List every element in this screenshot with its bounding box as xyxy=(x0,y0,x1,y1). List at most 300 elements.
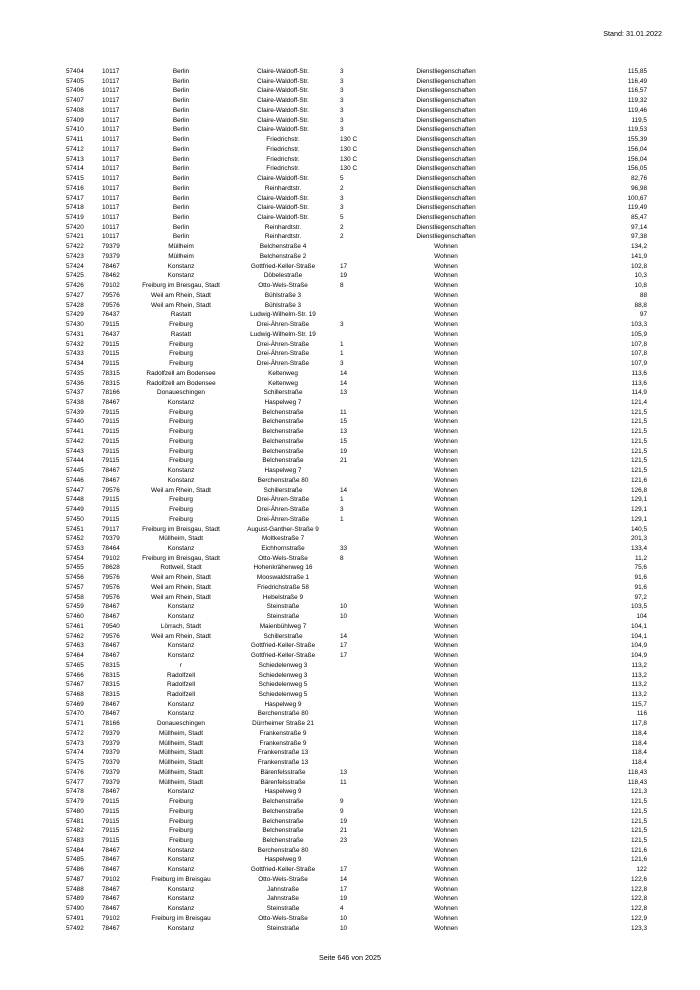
table-row xyxy=(66,525,647,535)
street-cell: Belchenstraße xyxy=(262,457,304,465)
street-cell: Bühlstraße 3 xyxy=(264,291,302,299)
street-cell: Berchenstraße 80 xyxy=(257,476,309,484)
street-cell: Belchenstraße xyxy=(262,807,304,815)
house-number-cell: 3 xyxy=(340,126,344,134)
usage-type-cell: Wohnen xyxy=(434,564,458,572)
table-row xyxy=(66,612,647,622)
object-id-cell: 57411 xyxy=(66,136,84,144)
object-id-cell: 57471 xyxy=(66,720,84,728)
table-row xyxy=(66,671,647,681)
table-row xyxy=(66,826,647,836)
table-row xyxy=(66,223,647,233)
house-number-cell: 14 xyxy=(340,369,348,377)
object-id-cell: 57443 xyxy=(66,447,84,455)
postal-code-cell: 78467 xyxy=(102,476,120,484)
street-cell: Claire-Waldoff-Str. xyxy=(257,116,309,124)
object-id-cell: 57445 xyxy=(66,467,84,475)
city-cell: Freiburg xyxy=(169,817,193,825)
postal-code-cell: 79379 xyxy=(102,252,120,260)
usage-type-cell: Wohnen xyxy=(434,729,458,737)
table-row xyxy=(66,855,647,865)
street-cell: Drei-Ähren-Straße xyxy=(256,506,310,514)
usage-type-cell: Wohnen xyxy=(434,603,458,611)
street-cell: Belchenstraße xyxy=(262,827,304,835)
area-value-cell: 75,6 xyxy=(634,564,647,572)
property-table-body xyxy=(66,67,647,933)
postal-code-cell: 79102 xyxy=(102,554,120,562)
table-row xyxy=(66,700,647,710)
usage-type-cell: Wohnen xyxy=(434,486,458,494)
usage-type-cell: Wohnen xyxy=(434,437,458,445)
street-cell: Döbelestraße xyxy=(263,272,303,280)
city-cell: Radolfzell xyxy=(166,691,196,698)
table-row xyxy=(66,466,647,476)
area-value-cell: 104,9 xyxy=(631,642,647,650)
postal-code-cell: 78467 xyxy=(102,856,120,864)
house-number-cell xyxy=(340,291,376,301)
house-number-cell: 9 xyxy=(340,807,344,815)
postal-code-cell: 79115 xyxy=(102,837,120,845)
house-number-cell xyxy=(340,758,376,768)
usage-type-cell: Dienstliegenschaften xyxy=(416,233,476,241)
postal-code-cell: 10117 xyxy=(102,214,120,222)
usage-type-cell: Wohnen xyxy=(434,827,458,835)
house-number-cell: 2 xyxy=(340,223,344,231)
usage-type-cell: Dienstliegenschaften xyxy=(416,106,476,114)
house-number-cell: 11 xyxy=(340,408,347,416)
area-value-cell: 119,46 xyxy=(627,106,647,114)
city-cell: Konstanz xyxy=(167,476,195,484)
table-row xyxy=(66,456,647,466)
house-number-cell: 10 xyxy=(340,914,348,922)
street-cell: Gottfried-Keller-Straße xyxy=(250,866,316,874)
object-id-cell: 57483 xyxy=(66,837,84,845)
house-number-cell: 13 xyxy=(340,768,348,776)
house-number-cell: 5 xyxy=(340,214,344,222)
house-number-cell: 13 xyxy=(340,428,348,436)
object-id-cell: 57456 xyxy=(66,574,84,582)
house-number-cell: 130 C xyxy=(340,155,358,163)
city-cell: Freiburg xyxy=(169,350,193,358)
usage-type-cell: Wohnen xyxy=(434,642,458,650)
table-row xyxy=(66,369,647,379)
table-row xyxy=(66,447,647,457)
area-value-cell: 133,4 xyxy=(631,544,647,552)
city-cell: Berlin xyxy=(172,214,190,222)
city-cell: Konstanz xyxy=(167,652,195,660)
table-row xyxy=(66,515,647,525)
house-number-cell xyxy=(340,242,376,252)
table-row xyxy=(66,417,647,427)
street-cell: Jahnstraße xyxy=(267,885,299,893)
house-number-cell: 14 xyxy=(340,379,348,387)
city-cell: Freiburg xyxy=(169,447,193,455)
usage-type-cell: Wohnen xyxy=(434,681,458,689)
area-value-cell: 119,32 xyxy=(627,97,647,105)
usage-type-cell: Wohnen xyxy=(434,691,458,698)
area-value-cell: 97,2 xyxy=(634,593,647,601)
object-id-cell: 57489 xyxy=(66,895,84,903)
object-id-cell: 57488 xyxy=(66,885,84,893)
area-value-cell: 100,67 xyxy=(627,194,647,202)
city-cell: Berlin xyxy=(172,155,190,163)
object-id-cell: 57432 xyxy=(66,340,84,348)
usage-type-cell: Wohnen xyxy=(434,301,458,309)
object-id-cell: 57478 xyxy=(66,788,84,796)
usage-type-cell: Wohnen xyxy=(434,515,458,523)
area-value-cell: 118,4 xyxy=(631,739,647,747)
house-number-cell xyxy=(340,787,376,797)
house-number-cell: 3 xyxy=(340,68,344,75)
postal-code-cell: 10117 xyxy=(102,204,120,212)
object-id-cell: 57421 xyxy=(66,233,84,241)
house-number-cell: 9 xyxy=(340,798,344,806)
object-id-cell: 57465 xyxy=(66,661,84,669)
property-table xyxy=(66,67,647,933)
area-value-cell: 119,53 xyxy=(627,126,647,134)
postal-code-cell: 79115 xyxy=(102,418,120,426)
street-cell: Belchenstraße xyxy=(262,837,304,845)
city-cell: Donaueschingen xyxy=(157,389,205,397)
street-cell: Belchenstraße xyxy=(262,817,304,825)
house-number-cell: 1 xyxy=(340,515,344,523)
postal-code-cell: 79115 xyxy=(102,447,120,455)
usage-type-cell: Wohnen xyxy=(434,739,458,747)
street-cell: Belchenstraße xyxy=(262,418,304,426)
area-value-cell: 121,5 xyxy=(631,418,647,426)
street-cell: Gottfried-Keller-Straße xyxy=(250,652,316,660)
house-number-cell: 15 xyxy=(340,437,348,445)
table-row xyxy=(66,758,647,768)
postal-code-cell: 78315 xyxy=(102,379,120,387)
city-cell: Freiburg im Breisgau xyxy=(151,875,211,883)
object-id-cell: 57462 xyxy=(66,632,84,640)
city-cell: Lörrach, Stadt xyxy=(160,622,202,630)
house-number-cell xyxy=(340,573,376,583)
table-row xyxy=(66,125,647,135)
street-cell: Belchenstraße xyxy=(262,428,304,436)
street-cell: Claire-Waldoff-Str. xyxy=(257,175,309,183)
house-number-cell xyxy=(340,534,376,544)
object-id-cell: 57425 xyxy=(66,272,84,280)
area-value-cell: 107,8 xyxy=(631,340,647,348)
house-number-cell: 8 xyxy=(340,554,344,562)
postal-code-cell: 79115 xyxy=(102,817,120,825)
table-row xyxy=(66,807,647,817)
house-number-cell xyxy=(340,583,376,593)
table-row xyxy=(66,86,647,96)
area-value-cell: 103,3 xyxy=(631,321,647,329)
street-cell: Gottfried-Keller-Straße xyxy=(250,262,316,270)
table-row xyxy=(66,739,647,749)
area-value-cell: 122,8 xyxy=(631,895,647,903)
postal-code-cell: 79115 xyxy=(102,340,120,348)
area-value-cell: 113,2 xyxy=(631,681,647,689)
city-cell: Müllheim, Stadt xyxy=(158,778,204,786)
usage-type-cell: Dienstliegenschaften xyxy=(416,184,476,192)
object-id-cell: 57422 xyxy=(66,243,84,251)
house-number-cell: 8 xyxy=(340,282,344,290)
postal-code-cell: 10117 xyxy=(102,87,120,95)
object-id-cell: 57450 xyxy=(66,515,84,523)
area-value-cell: 122 xyxy=(636,866,647,874)
city-cell: Freiburg xyxy=(169,807,193,815)
area-value-cell: 113,6 xyxy=(631,369,647,377)
object-id-cell: 57484 xyxy=(66,846,84,854)
city-cell: Berlin xyxy=(172,87,190,95)
postal-code-cell: 10117 xyxy=(102,106,120,114)
table-row xyxy=(66,145,647,155)
house-number-cell xyxy=(340,690,376,700)
area-value-cell: 96,98 xyxy=(631,184,647,192)
object-id-cell: 57440 xyxy=(66,418,84,426)
house-number-cell: 15 xyxy=(340,418,348,426)
table-row xyxy=(66,602,647,612)
usage-type-cell: Wohnen xyxy=(434,817,458,825)
area-value-cell: 10,3 xyxy=(634,272,647,280)
object-id-cell: 57481 xyxy=(66,817,84,825)
street-cell: Belchenstraße xyxy=(262,447,304,455)
usage-type-cell: Wohnen xyxy=(434,525,458,533)
city-cell: Radolfzell am Bodensee xyxy=(146,369,216,377)
postal-code-cell: 10117 xyxy=(102,126,120,134)
city-cell: Freiburg xyxy=(169,340,193,348)
table-row xyxy=(66,875,647,885)
postal-code-cell: 10117 xyxy=(102,223,120,231)
street-cell: Schiedelenweg 5 xyxy=(258,691,308,698)
table-row xyxy=(66,437,647,447)
usage-type-cell: Wohnen xyxy=(434,875,458,883)
house-number-cell: 5 xyxy=(340,175,344,183)
object-id-cell: 57427 xyxy=(66,291,84,299)
object-id-cell: 57469 xyxy=(66,700,84,708)
city-cell: Berlin xyxy=(172,106,190,114)
postal-code-cell: 79379 xyxy=(102,759,120,767)
object-id-cell: 57480 xyxy=(66,807,84,815)
street-cell: Claire-Waldoff-Str. xyxy=(257,87,309,95)
postal-code-cell: 79576 xyxy=(102,301,120,309)
area-value-cell: 113,2 xyxy=(631,671,647,679)
area-value-cell: 119,49 xyxy=(627,204,647,212)
table-row xyxy=(66,817,647,827)
postal-code-cell: 79540 xyxy=(102,622,120,630)
object-id-cell: 57454 xyxy=(66,554,84,562)
usage-type-cell: Dienstliegenschaften xyxy=(416,68,476,75)
usage-type-cell: Wohnen xyxy=(434,408,458,416)
object-id-cell: 57477 xyxy=(66,778,84,786)
street-cell: Belchenstraße 4 xyxy=(259,243,307,251)
postal-code-cell: 78628 xyxy=(102,564,120,572)
street-cell: Belchenstraße 2 xyxy=(259,252,307,260)
postal-code-cell: 78467 xyxy=(102,652,120,660)
house-number-cell: 11 xyxy=(340,778,347,786)
postal-code-cell: 79379 xyxy=(102,535,120,543)
area-value-cell: 113,2 xyxy=(631,661,647,669)
house-number-cell: 2 xyxy=(340,184,344,192)
table-row xyxy=(66,495,647,505)
usage-type-cell: Dienstliegenschaften xyxy=(416,136,476,144)
house-number-cell: 17 xyxy=(340,885,348,893)
house-number-cell xyxy=(340,252,376,262)
table-row xyxy=(66,135,647,145)
street-cell: Reinhardtstr. xyxy=(264,233,302,241)
city-cell: Konstanz xyxy=(167,613,195,621)
usage-type-cell: Wohnen xyxy=(434,895,458,903)
usage-type-cell: Dienstliegenschaften xyxy=(416,87,476,95)
object-id-cell: 57417 xyxy=(66,194,84,202)
postal-code-cell: 79379 xyxy=(102,243,120,251)
object-id-cell: 57466 xyxy=(66,671,84,679)
postal-code-cell: 79379 xyxy=(102,729,120,737)
street-cell: Otto-Wels-Straße xyxy=(258,282,308,290)
street-cell: Friedrichstr. xyxy=(266,136,300,144)
usage-type-cell: Wohnen xyxy=(434,496,458,504)
object-id-cell: 57439 xyxy=(66,408,84,416)
postal-code-cell: 78467 xyxy=(102,613,120,621)
table-row xyxy=(66,67,647,77)
city-cell: Konstanz xyxy=(167,603,195,611)
usage-type-cell: Wohnen xyxy=(434,350,458,358)
usage-type-cell: Wohnen xyxy=(434,661,458,669)
house-number-cell xyxy=(340,330,376,340)
postal-code-cell: 10117 xyxy=(102,77,120,85)
object-id-cell: 57416 xyxy=(66,184,84,192)
table-row xyxy=(66,797,647,807)
area-value-cell: 103,5 xyxy=(631,603,647,611)
area-value-cell: 129,1 xyxy=(631,515,647,523)
house-number-cell xyxy=(340,466,376,476)
object-id-cell: 57449 xyxy=(66,506,84,514)
postal-code-cell: 79115 xyxy=(102,807,120,815)
house-number-cell: 21 xyxy=(340,827,348,835)
house-number-cell: 3 xyxy=(340,506,344,514)
postal-code-cell: 78315 xyxy=(102,681,120,689)
area-value-cell: 121,6 xyxy=(631,476,647,484)
postal-code-cell: 79115 xyxy=(102,350,120,358)
postal-code-cell: 10117 xyxy=(102,165,120,173)
usage-type-cell: Wohnen xyxy=(434,574,458,582)
object-id-cell: 57434 xyxy=(66,360,84,368)
postal-code-cell: 10117 xyxy=(102,97,120,105)
area-value-cell: 97,38 xyxy=(631,233,647,241)
postal-code-cell: 79379 xyxy=(102,749,120,757)
usage-type-cell: Wohnen xyxy=(434,720,458,728)
usage-type-cell: Wohnen xyxy=(434,340,458,348)
city-cell: Rastatt xyxy=(170,311,192,319)
object-id-cell: 57447 xyxy=(66,486,84,494)
object-id-cell: 57476 xyxy=(66,768,84,776)
object-id-cell: 57438 xyxy=(66,398,84,406)
area-value-cell: 121,5 xyxy=(631,817,647,825)
usage-type-cell: Wohnen xyxy=(434,506,458,514)
postal-code-cell: 78467 xyxy=(102,603,120,611)
area-value-cell: 116,57 xyxy=(627,87,647,95)
table-row xyxy=(66,77,647,87)
object-id-cell: 57414 xyxy=(66,165,84,173)
city-cell: Müllheim, Stadt xyxy=(158,759,204,767)
table-row xyxy=(66,593,647,603)
object-id-cell: 57409 xyxy=(66,116,84,124)
street-cell: Haspelweg 9 xyxy=(264,700,302,708)
house-number-cell: 3 xyxy=(340,194,344,202)
postal-code-cell: 79102 xyxy=(102,875,120,883)
house-number-cell xyxy=(340,846,376,856)
postal-code-cell: 78467 xyxy=(102,895,120,903)
city-cell: Radolfzell xyxy=(166,671,196,679)
city-cell: Radolfzell xyxy=(166,681,196,689)
street-cell: Haspelweg 9 xyxy=(264,788,302,796)
city-cell: Müllheim, Stadt xyxy=(158,749,204,757)
usage-type-cell: Wohnen xyxy=(434,905,458,913)
city-cell: Konstanz xyxy=(167,895,195,903)
table-row xyxy=(66,379,647,389)
usage-type-cell: Wohnen xyxy=(434,749,458,757)
object-id-cell: 57492 xyxy=(66,924,84,932)
street-cell: Drei-Ähren-Straße xyxy=(256,360,310,368)
postal-code-cell: 78166 xyxy=(102,389,120,397)
usage-type-cell: Wohnen xyxy=(434,398,458,406)
table-row xyxy=(66,632,647,642)
city-cell: Konstanz xyxy=(167,846,195,854)
postal-code-cell: 78467 xyxy=(102,710,120,718)
house-number-cell xyxy=(340,301,376,311)
table-row xyxy=(66,349,647,359)
city-cell: Freiburg im Breisgau, Stadt xyxy=(142,282,220,290)
object-id-cell: 57475 xyxy=(66,759,84,767)
house-number-cell: 14 xyxy=(340,632,348,640)
usage-type-cell: Dienstliegenschaften xyxy=(416,194,476,202)
usage-type-cell: Dienstliegenschaften xyxy=(416,145,476,153)
object-id-cell: 57408 xyxy=(66,106,84,114)
object-id-cell: 57485 xyxy=(66,856,84,864)
house-number-cell xyxy=(340,476,376,486)
street-cell: Friedrichstr. xyxy=(266,155,300,163)
object-id-cell: 57470 xyxy=(66,710,84,718)
postal-code-cell: 78467 xyxy=(102,924,120,932)
area-value-cell: 113,2 xyxy=(631,691,647,698)
table-row xyxy=(66,359,647,369)
usage-type-cell: Dienstliegenschaften xyxy=(416,116,476,124)
city-cell: Berlin xyxy=(172,77,190,85)
city-cell: Berlin xyxy=(172,97,190,105)
area-value-cell: 121,5 xyxy=(631,408,647,416)
usage-type-cell: Wohnen xyxy=(434,807,458,815)
area-value-cell: 141,9 xyxy=(631,252,647,260)
city-cell: Berlin xyxy=(172,68,190,75)
house-number-cell: 2 xyxy=(340,233,344,241)
usage-type-cell: Wohnen xyxy=(434,379,458,387)
usage-type-cell: Wohnen xyxy=(434,593,458,601)
area-value-cell: 97,14 xyxy=(631,223,647,231)
usage-type-cell: Dienstliegenschaften xyxy=(416,155,476,163)
table-row xyxy=(66,203,647,213)
city-cell: Weil am Rhein, Stadt xyxy=(151,301,211,309)
house-number-cell xyxy=(340,661,376,671)
object-id-cell: 57431 xyxy=(66,330,84,338)
city-cell: r xyxy=(179,661,183,669)
street-cell: Steinstraße xyxy=(266,905,300,913)
street-cell: Belchenstraße xyxy=(262,798,304,806)
table-row xyxy=(66,846,647,856)
street-cell: Claire-Waldoff-Str. xyxy=(257,194,309,202)
postal-code-cell: 79115 xyxy=(102,437,120,445)
area-value-cell: 104,9 xyxy=(631,652,647,660)
area-value-cell: 121,5 xyxy=(631,827,647,835)
postal-code-cell: 76437 xyxy=(102,330,120,338)
area-value-cell: 156,04 xyxy=(627,155,647,163)
table-row xyxy=(66,505,647,515)
object-id-cell: 57433 xyxy=(66,350,84,358)
